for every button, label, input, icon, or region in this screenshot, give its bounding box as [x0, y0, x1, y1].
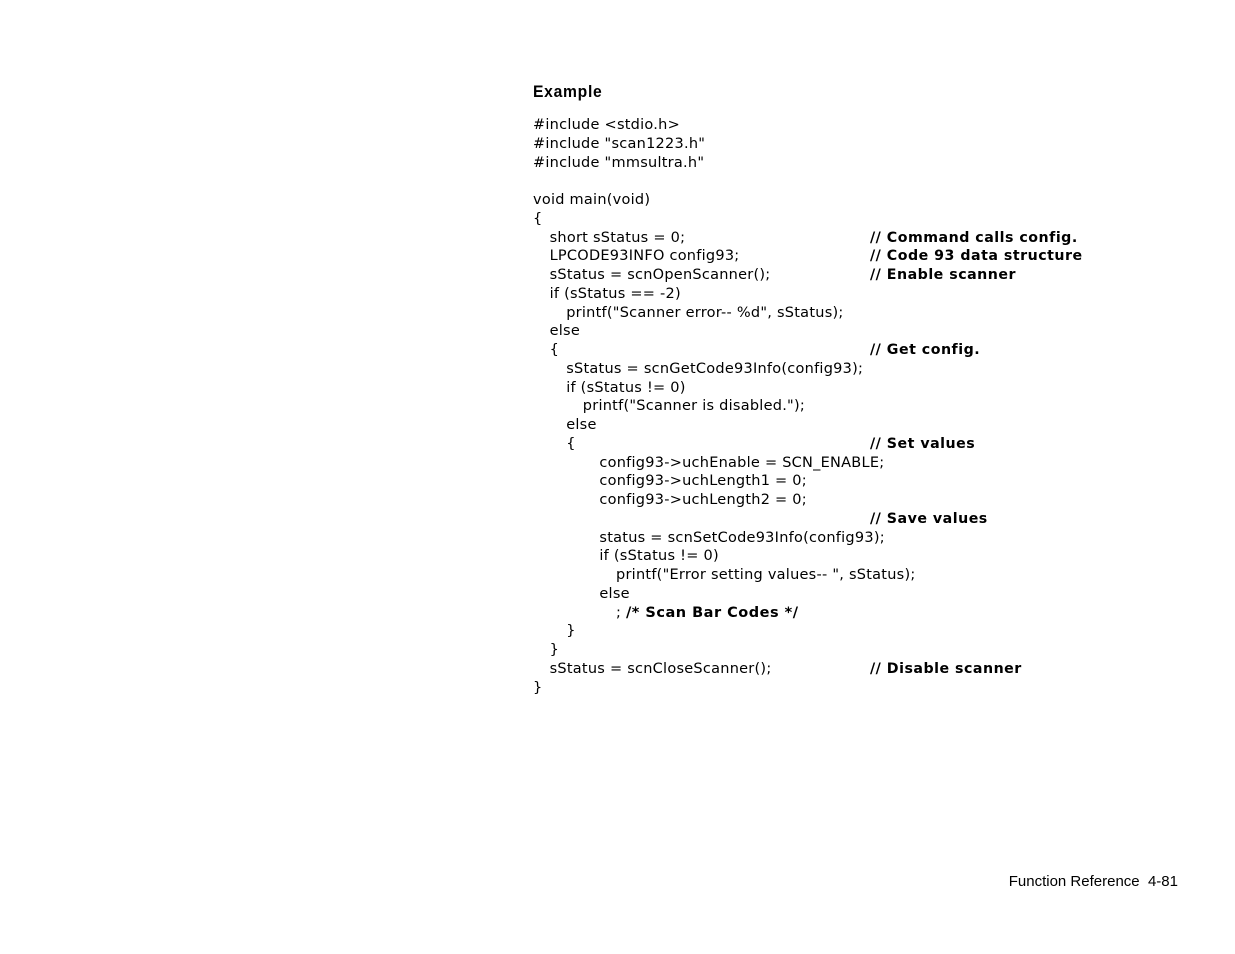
code-line [533, 472, 1133, 491]
code-text: if (sStatus != 0) [566, 379, 686, 396]
code-line [533, 229, 1133, 248]
code-text: status = scnSetCode93Info(config93); [599, 529, 885, 546]
code-text: { [549, 342, 560, 358]
code-text: config93->uchEnable = SCN_ENABLE; [599, 454, 885, 471]
code-comment: // Disable scanner [870, 660, 1022, 677]
code-line [533, 416, 1133, 435]
code-text: sStatus = scnOpenScanner(); [549, 267, 771, 283]
code-text: printf("Scanner is disabled."); [582, 398, 806, 415]
code-text: LPCODE93INFO config93; [549, 248, 740, 265]
code-line [533, 341, 1133, 360]
code-line [533, 660, 1133, 679]
code-text: else [599, 585, 630, 602]
code-comment: // Save values [870, 510, 988, 527]
code-text: } [549, 642, 560, 658]
section-heading: Example [533, 82, 603, 101]
code-line [533, 529, 1133, 548]
code-text: sStatus = scnCloseScanner(); [549, 660, 772, 677]
page-footer [1009, 873, 1178, 890]
code-listing [533, 116, 1133, 697]
code-line [533, 210, 1133, 229]
code-text: if (sStatus == -2) [549, 285, 681, 302]
code-text: { [533, 210, 543, 227]
code-text: } [566, 623, 576, 640]
code-comment: // Get config. [870, 342, 981, 358]
page-number: 4-81 [1147, 873, 1178, 890]
code-line [533, 491, 1133, 510]
code-text: void main(void) [533, 192, 651, 208]
code-line [533, 585, 1133, 604]
code-text: else [549, 323, 581, 340]
code-line [533, 379, 1133, 398]
code-text: short sStatus = 0; [549, 229, 686, 246]
code-line [533, 566, 1133, 585]
footer-section-title: Function Reference [1008, 873, 1140, 890]
code-comment: // Code 93 data structure [870, 248, 1083, 265]
code-line [533, 360, 1133, 379]
code-line [533, 510, 1133, 529]
code-line [533, 266, 1133, 285]
code-text: ; [616, 604, 626, 621]
code-with-comment [616, 604, 799, 623]
code-line [533, 604, 1133, 623]
code-text: printf("Scanner error-- %d", sStatus); [566, 304, 844, 321]
code-line [533, 435, 1133, 454]
code-line [533, 322, 1133, 341]
code-line [533, 191, 1133, 210]
code-text: sStatus = scnGetCode93Info(config93); [566, 360, 864, 377]
code-line [533, 135, 1133, 154]
code-comment: // Enable scanner [870, 267, 1016, 283]
code-text: #include <stdio.h> [533, 117, 680, 133]
code-text: #include "scan1223.h" [533, 135, 706, 152]
code-text: config93->uchLength1 = 0; [599, 473, 807, 490]
code-text: #include "mmsultra.h" [533, 154, 705, 171]
code-comment: // Command calls config. [870, 229, 1078, 246]
code-text: if (sStatus != 0) [599, 548, 719, 565]
code-line [533, 641, 1133, 660]
code-inline-comment: /* Scan Bar Codes */ [626, 604, 799, 621]
code-line [533, 679, 1133, 698]
code-line [533, 116, 1133, 135]
code-text: printf("Error setting values-- ", sStatus); [616, 567, 916, 583]
code-line [533, 154, 1133, 173]
code-line [533, 247, 1133, 266]
code-line [533, 397, 1133, 416]
code-line [533, 304, 1133, 323]
code-text: else [566, 417, 597, 433]
code-line [533, 172, 1133, 191]
code-text: config93->uchLength2 = 0; [599, 492, 807, 508]
code-line [533, 622, 1133, 641]
code-text: { [566, 435, 576, 452]
code-comment: // Set values [870, 435, 976, 452]
code-line [533, 285, 1133, 304]
code-line [533, 547, 1133, 566]
code-text: } [533, 679, 543, 696]
code-line [533, 454, 1133, 473]
